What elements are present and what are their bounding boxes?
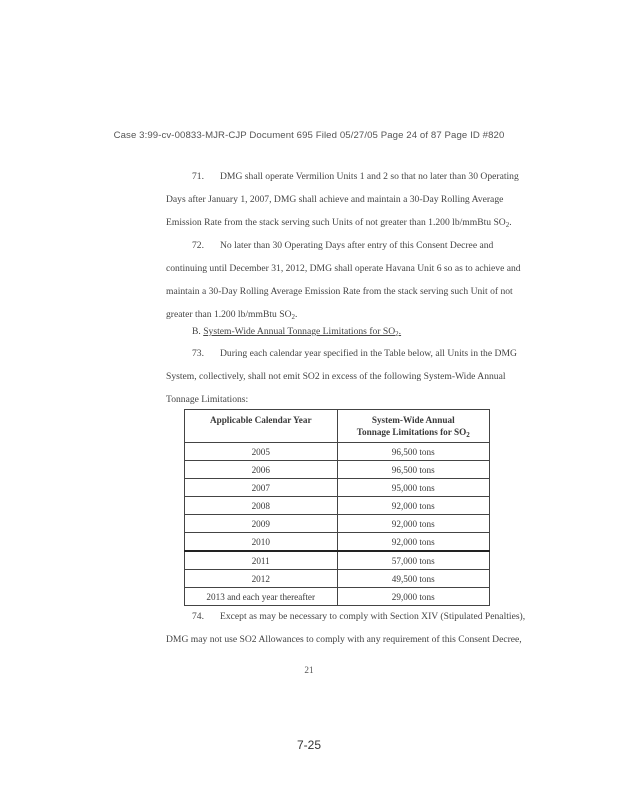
header-limit: System-Wide Annual Tonnage Limitations for $SO_2$ — [337, 410, 490, 443]
row-year: 2008 — [185, 497, 338, 515]
row-year: 2010 — [185, 533, 338, 552]
page-number: 21 — [304, 665, 314, 675]
paragraph-74-line-1 — [192, 611, 525, 622]
paragraph-text: During each calendar year specified in the Table below, all Units in the DMG — [220, 348, 517, 359]
paragraph-72-line-1 — [192, 240, 493, 251]
paragraph-73-line-3: Tonnage Limitations: — [166, 394, 249, 405]
table-header-row — [185, 410, 490, 443]
section-letter: B. — [192, 326, 201, 337]
row-limit: 29,000 tons — [337, 588, 490, 606]
row-limit: 92,000 tons — [337, 533, 490, 552]
paragraph-number: 74. — [192, 611, 204, 622]
paragraph-74-line-2: DMG may not use SO2 Allowances to comply with any requirement of this Consent Decree, — [166, 634, 522, 645]
paragraph-71-line-3 — [166, 217, 512, 228]
subscript: 2 — [291, 313, 296, 321]
table-row — [185, 479, 490, 497]
table-row — [185, 551, 490, 570]
table-row — [185, 588, 490, 606]
row-limit: 57,000 tons — [337, 551, 490, 570]
paragraph-72-line-2: continuing until December 31, 2012, DMG shall operate Havana Unit 6 so as to achieve and — [166, 263, 521, 274]
table-row — [185, 515, 490, 533]
paragraph-73-line-1 — [192, 348, 517, 359]
section-b-heading — [192, 326, 401, 337]
row-year: 2006 — [185, 461, 338, 479]
row-limit: 96,500 tons — [337, 443, 490, 461]
row-year: 2013 and each year thereafter — [185, 588, 338, 606]
row-year: 2009 — [185, 515, 338, 533]
case-header: Case 3:99-cv-00833-MJR-CJP Document 695 Filed 05/27/05 Page 24 of 87 Page ID #820 — [113, 130, 505, 141]
row-year: 2011 — [185, 551, 338, 570]
paragraph-72-line-4 — [166, 309, 297, 320]
footer-page-label: 7-25 — [296, 738, 322, 752]
paragraph-text: . — [509, 217, 512, 228]
header-year: Applicable Calendar Year — [185, 410, 338, 443]
table-row — [185, 443, 490, 461]
row-limit: 96,500 tons — [337, 461, 490, 479]
row-year: 2007 — [185, 479, 338, 497]
row-limit: 49,500 tons — [337, 570, 490, 588]
subscript: 2 — [505, 221, 510, 229]
paragraph-text: . — [295, 309, 298, 320]
row-limit: 95,000 tons — [337, 479, 490, 497]
tonnage-limitations-table — [184, 409, 490, 606]
paragraph-text: greater than 1.200 lb/mmBtu SO — [166, 309, 292, 320]
section-title: System-Wide Annual Tonnage Limitations for $SO_2$. — [203, 326, 402, 338]
paragraph-number: 73. — [192, 348, 204, 359]
table-row — [185, 497, 490, 515]
row-limit: 92,000 tons — [337, 515, 490, 533]
paragraph-71-line-1 — [192, 171, 519, 182]
table-row — [185, 533, 490, 552]
paragraph-text: No later than 30 Operating Days after entry of this Consent Decree and — [220, 240, 494, 251]
paragraph-71-line-2: Days after January 1, 2007, DMG shall achieve and maintain a 30-Day Rolling Average — [166, 194, 504, 205]
paragraph-text: Except as may be necessary to comply with Section XIV (Stipulated Penalties), — [220, 611, 526, 622]
paragraph-text: DMG shall operate Vermilion Units 1 and 2 so that no later than 30 Operating — [220, 171, 519, 182]
table-row — [185, 570, 490, 588]
paragraph-number: 72. — [192, 240, 204, 251]
paragraph-number: 71. — [192, 171, 204, 182]
row-year: 2005 — [185, 443, 338, 461]
row-year: 2012 — [185, 570, 338, 588]
paragraph-text: Emission Rate from the stack serving such Units of not greater than 1.200 lb/mmBtu SO — [166, 217, 506, 228]
table-row — [185, 461, 490, 479]
paragraph-73-line-2: System, collectively, shall not emit SO2 in excess of the following System-Wide Annual — [166, 371, 506, 382]
row-limit: 92,000 tons — [337, 497, 490, 515]
paragraph-72-line-3: maintain a 30-Day Rolling Average Emission Rate from the stack serving such Unit of not — [166, 286, 513, 297]
